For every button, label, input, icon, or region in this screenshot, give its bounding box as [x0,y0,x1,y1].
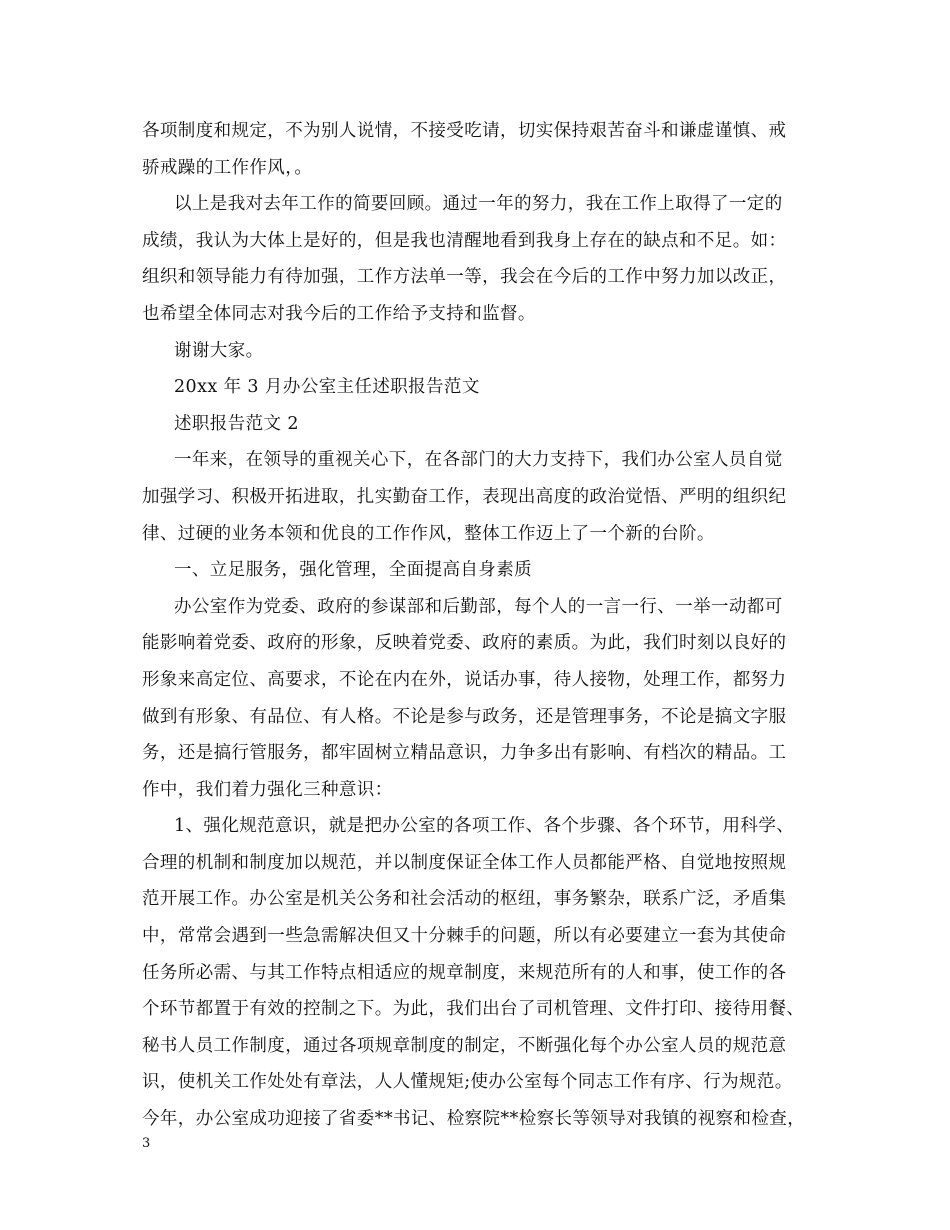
text-line: 20xx 年 3 月办公室主任述职报告范文 [174,377,480,398]
text-line: 述职报告范文 2 [174,413,299,434]
text-line: 形象来高定位、高要求，不论在内在外，说话办事，待人接物，处理工作，都努力 [142,669,787,690]
text-line: 今年，办公室成功迎接了省委**书记、检察院**检察长等领导对我镇的视察和检查， [142,1109,806,1130]
text-line: 成绩，我认为大体上是好的，但是我也清醒地看到我身上存在的缺点和不足。如： [142,230,787,251]
text-line: 识，使机关工作处处有章法，人人懂规矩;使办公室每个同志工作有序、行为规范。 [142,1072,793,1093]
text-line: 以上是我对去年工作的简要回顾。通过一年的努力，我在工作上取得了一定的 [174,194,783,215]
text-line: 秘书人员工作制度，通过各项规章制度的制定，不断强化每个办公室人员的规范意 [142,1035,787,1056]
text-line: 1、强化规范意识，就是把办公室的各项工作、各个步骤、各个环节，用科学、 [174,816,795,837]
text-line: 律、过硬的业务本领和优良的工作作风，整体工作迈上了一个新的台阶。 [142,523,715,544]
text-line: 作中，我们着力强化三种意识： [142,779,393,800]
text-line: 个环节都置于有效的控制之下。为此，我们出台了司机管理、文件打印、接待用餐、 [142,999,805,1020]
text-line: 任务所必需、与其工作特点相适应的规章制度，来规范所有的人和事，使工作的各 [142,962,787,983]
text-line: 务，还是搞行管服务，都牢固树立精品意识，力争多出有影响、有档次的精品。工 [142,743,787,764]
text-line: 加强学习、积极开拓进取，扎实勤奋工作，表现出高度的政治觉悟、严明的组织纪 [142,486,787,507]
text-line: 一、立足服务，强化管理，全面提高自身素质 [174,560,532,581]
text-line: 做到有形象、有品位、有人格。不论是参与政务，还是管理事务，不论是搞文字服 [142,706,787,727]
text-line: 各项制度和规定，不为别人说情，不接受吃请，切实保持艰苦奋斗和谦虚谨慎、戒 [142,121,787,141]
text-line: 骄戒躁的工作作风，。 [142,157,313,178]
text-line: 一年来，在领导的重视关心下，在各部门的大力支持下，我们办公室人员自觉 [174,450,783,471]
text-line: 能影响着党委、政府的形象，反映着党委、政府的素质。为此，我们时刻以良好的 [142,633,787,654]
text-line: 办公室作为党委、政府的参谋部和后勤部，每个人的一言一行、一举一动都可 [174,596,783,617]
text-line: 合理的机制和制度加以规范，并以制度保证全体工作人员都能严格、自觉地按照规 [142,852,787,873]
text-line: 范开展工作。办公室是机关公务和社会活动的枢纽，事务繁杂，联系广泛，矛盾集 [142,889,787,910]
text-line: 组织和领导能力有待加强，工作方法单一等，我会在今后的工作中努力加以改正， [142,267,787,288]
body-text [142,113,822,1138]
page-number: 3 [142,1136,151,1151]
text-line: 谢谢大家。 [174,340,264,361]
text-line: 也希望全体同志对我今后的工作给予支持和监督。 [142,303,536,324]
text-line: 中，常常会遇到一些急需解决但又十分棘手的问题，所以有必要建立一套为其使命 [142,926,787,947]
